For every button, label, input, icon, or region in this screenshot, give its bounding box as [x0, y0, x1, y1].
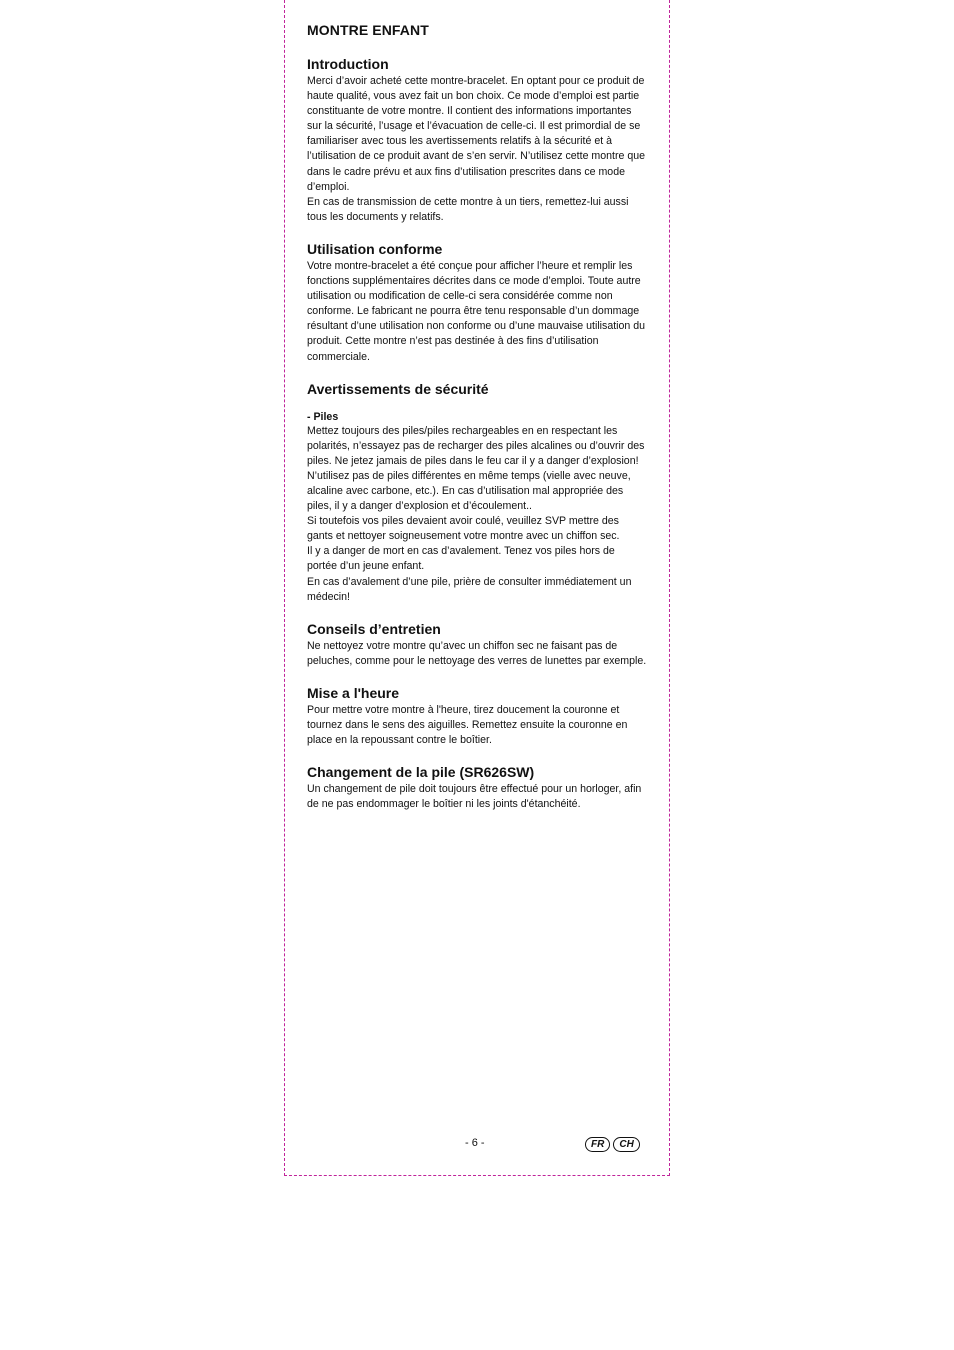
- section-heading: Changement de la pile (SR626SW): [307, 764, 535, 781]
- section-set-time: [307, 685, 647, 748]
- paragraph: Votre montre-bracelet a été conçue pour afficher l’heure et remplir les fonctions supplémentaires décrites dans ce mode d’emploi. Toute autre utilisation ou modification de celle-ci sera considérée comme non conforme. Le fabricant ne pourra être tenu responsable d’un dommage résultant d’une utilisation non conforme ou d’une mauvaise utilisation du produit. Cette montre n’est pas destinée à des fins d’utilisation commerciale.: [307, 259, 646, 363]
- section-heading: Conseils d’entretien: [307, 620, 441, 637]
- section-heading: Avertissements de sécurité: [307, 380, 489, 397]
- page-number: - 6 -: [465, 1137, 485, 1149]
- section-heading: Introduction: [307, 56, 389, 72]
- section-usage: [307, 241, 647, 365]
- paragraph: Ne nettoyez votre montre qu’avec un chiffon sec ne faisant pas de peluches, comme pour le nettoyage des verres de lunettes par exemple.: [307, 639, 647, 667]
- section-heading: Utilisation conforme: [307, 240, 443, 257]
- subheading-piles: - Piles: [307, 410, 339, 423]
- paragraph: En cas d’avalement d’une pile, prière de consulter immédiatement un médecin!: [307, 575, 632, 603]
- section-safety: [307, 381, 647, 605]
- section-heading: Mise a l'heure: [307, 684, 400, 701]
- section-battery-change: [307, 764, 647, 812]
- page-frame: [284, 0, 670, 1176]
- paragraph: Si toutefois vos piles devaient avoir coulé, veuillez SVP mettre des gants et nettoyer soigneusement votre montre avec un chiffon sec.: [307, 515, 620, 543]
- paragraph: Mettez toujours des piles/piles rechargeables en en respectant les polarités, n’essayez pas de recharger des piles alcalines ou d’ouvrir des piles. Ne jetez jamais de piles dans le feu car il y a danger d’explosion! N’utilisez pas de piles différentes en même temps (vielle avec neuve, alcaline avec carbone, etc.). En cas d’utilisation mal appropriée des piles, il y a danger d’explosion et d’écoulement..: [307, 424, 645, 513]
- section-introduction: [307, 56, 647, 225]
- document-title: MONTRE ENFANT: [307, 22, 429, 38]
- paragraph: En cas de transmission de cette montre à un tiers, remettez-lui aussi tous les documents y relatifs.: [307, 195, 629, 223]
- paragraph: Pour mettre votre montre à l'heure, tirez doucement la couronne et tournez dans le sens des aiguilles. Remettez ensuite la couronne en place en la repoussant contre le boîtier.: [307, 703, 628, 747]
- country-badges: [585, 1137, 640, 1152]
- section-care: [307, 621, 647, 669]
- badge-fr: FR: [585, 1137, 610, 1152]
- paragraph: Merci d’avoir acheté cette montre-bracelet. En optant pour ce produit de haute qualité, vous avez fait un bon choix. Ce mode d’emploi est partie constituante de votre montre. Il contient des informations importantes sur la sécurité, l’usage et l’évacuation de celle-ci. Il est primordial de se familiariser avec tous les avertissements relatifs à la sécurité et à l’utilisation de ce produit avant de s’en servir. N’utilisez cette montre que dans le cadre prévu et aux fins d’utilisation prescrites dans ce mode d’emploi.: [307, 75, 645, 193]
- paragraph: Il y a danger de mort en cas d’avalement. Tenez vos piles hors de portée d’un jeune enfant.: [307, 545, 615, 573]
- paragraph: Un changement de pile doit toujours être effectué pour un horloger, afin de ne pas endommager le boîtier ni les joints d'étanchéité.: [307, 783, 642, 811]
- content: [307, 22, 647, 828]
- badge-ch: CH: [613, 1137, 639, 1152]
